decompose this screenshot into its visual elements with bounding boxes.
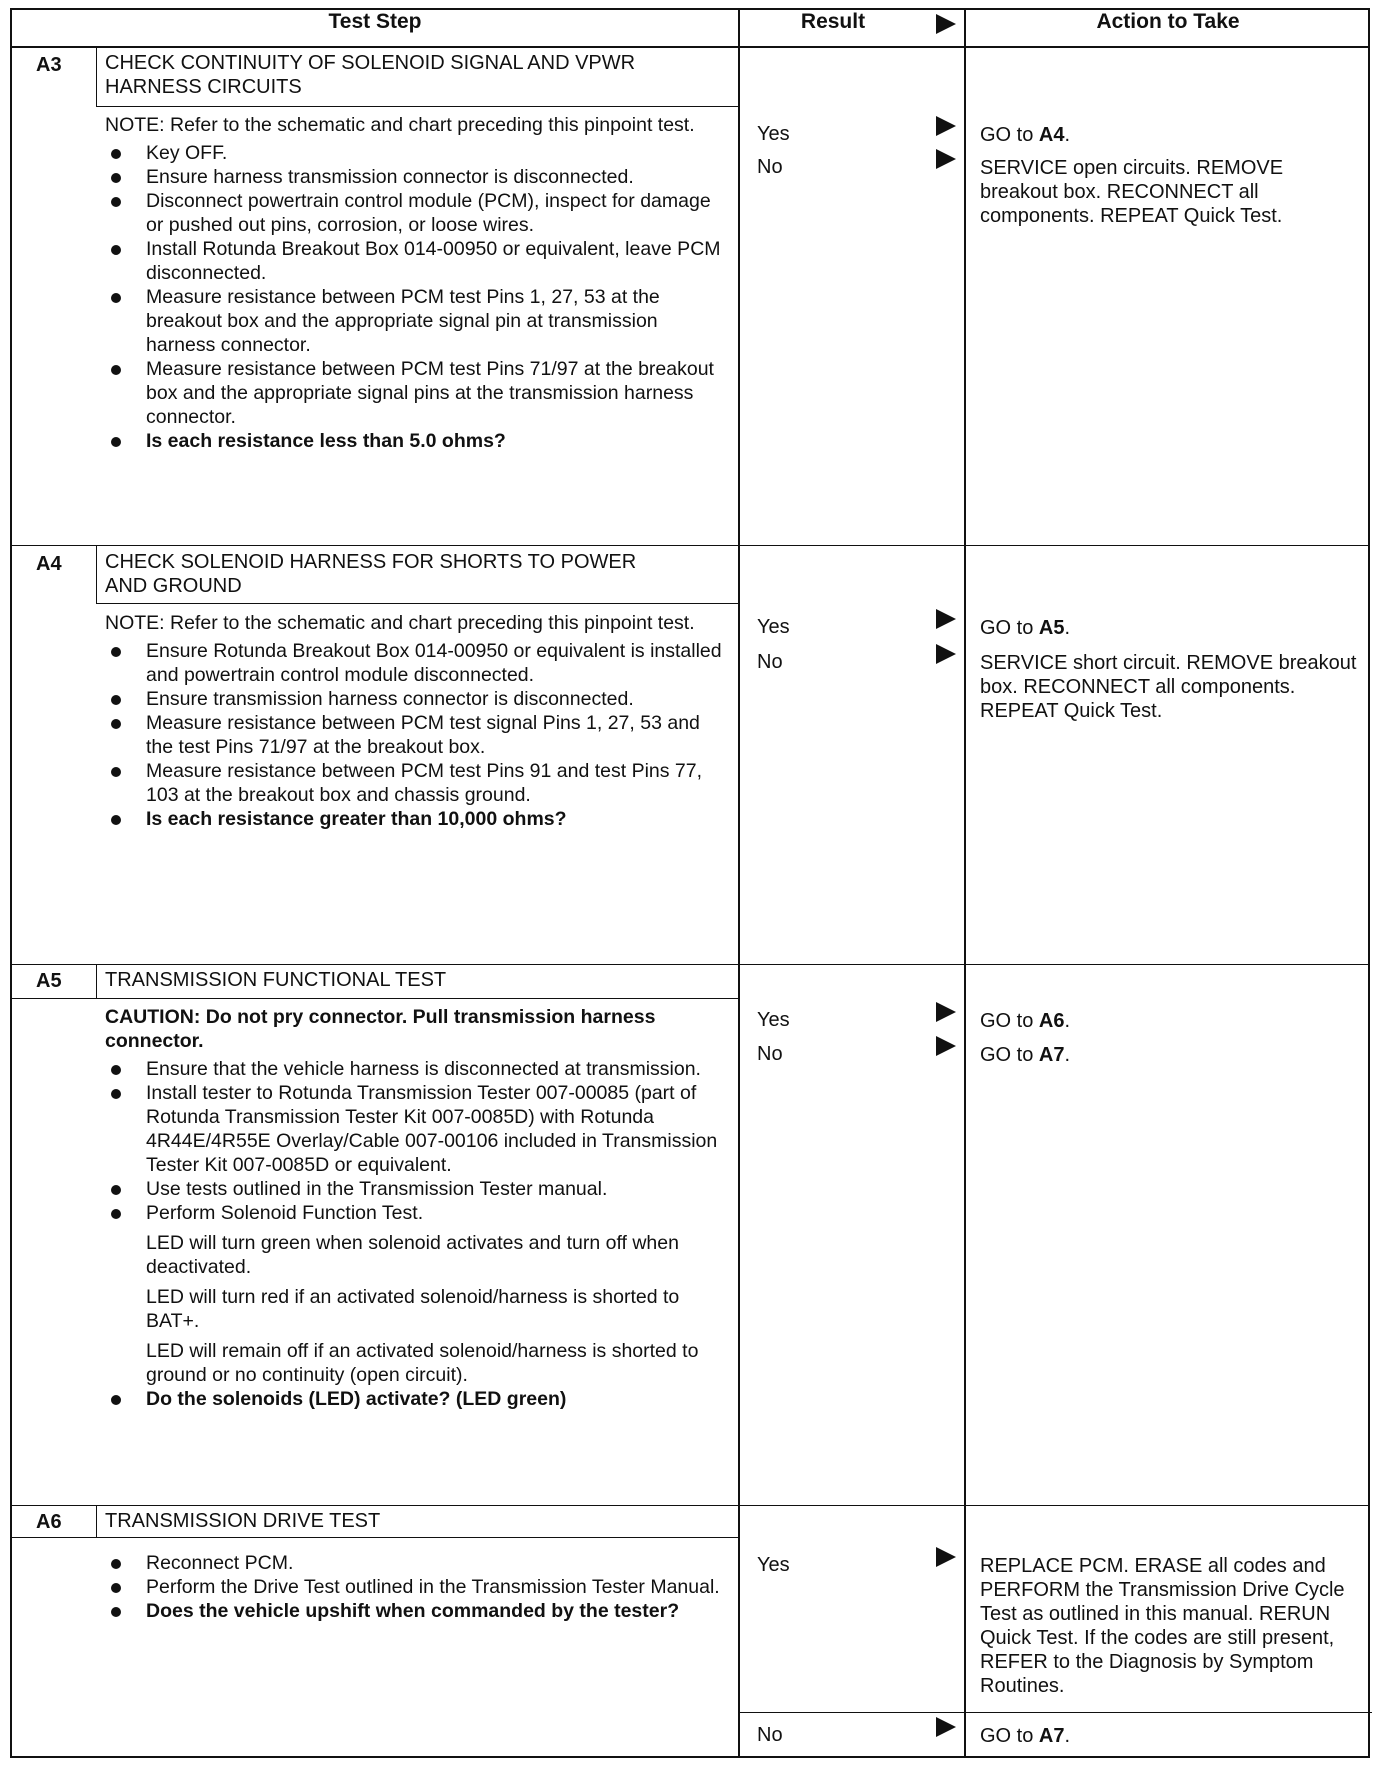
led-note: LED will turn green when solenoid activates and turn off when deactivated. — [146, 1232, 679, 1278]
result-no: No — [757, 1043, 783, 1065]
result-yes: Yes — [757, 616, 790, 638]
bullet-item: Key OFF. — [105, 141, 725, 165]
note-text: NOTE: Refer to the schematic and chart preceding this pinpoint test. — [105, 114, 695, 136]
result-no: No — [757, 651, 783, 673]
action-text: GO to — [980, 1044, 1039, 1066]
bullet-item: Install tester to Rotunda Transmission Tester 007-00085 (part of Rotunda Transmission Tester Kit 007-0085D) with Rotunda 4R44E/4R55E Overlay/Cable 007-00106 included in Transmission Tester Kit 007-0085D or equivalent. — [105, 1081, 725, 1177]
title-underline — [12, 1537, 738, 1538]
bullet-item: Reconnect PCM. — [105, 1551, 725, 1575]
result-yes: Yes — [757, 1009, 790, 1031]
caution-text: CAUTION: Do not pry connector. Pull transmission harness connector. — [105, 1006, 656, 1052]
action-text: . — [1064, 617, 1071, 639]
bullet-item: Measure resistance between PCM test Pins 71/97 at the breakout box and the appropriate signal pins at the transmission harness connector. — [105, 357, 725, 429]
result-arrow-icon — [936, 1002, 956, 1022]
column-divider — [738, 8, 740, 1756]
id-divider — [96, 545, 97, 603]
diagnostic-table — [10, 8, 1370, 1758]
header-result: Result — [800, 10, 866, 33]
step-id: A5 — [36, 970, 62, 992]
note-text: NOTE: Refer to the schematic and chart preceding this pinpoint test. — [105, 612, 695, 634]
led-note: LED will remain off if an activated solenoid/harness is shorted to ground or no continuity (open circuit). — [146, 1340, 699, 1386]
result-arrow-icon — [936, 609, 956, 629]
action-no — [980, 1043, 1365, 1067]
bullet-item: Measure resistance between PCM test Pins 1, 27, 53 at the breakout box and the appropriate signal pin at transmission harness connector. — [105, 285, 725, 357]
result-arrow-icon — [936, 1036, 956, 1056]
id-divider — [96, 46, 97, 106]
header-action: Action to Take — [1096, 10, 1240, 33]
result-no: No — [757, 1724, 783, 1746]
action-text: GO to — [980, 617, 1039, 639]
bullet-item: Measure resistance between PCM test Pins 91 and test Pins 77, 103 at the breakout box and chassis ground. — [105, 759, 725, 807]
action-text: . — [1064, 1044, 1071, 1066]
header-test-step: Test Step — [328, 10, 422, 33]
action-ref: A7 — [1038, 1044, 1065, 1066]
action-yes — [980, 616, 1365, 640]
action-text: GO to — [980, 124, 1039, 146]
result-divider — [738, 1712, 1372, 1713]
title-underline — [96, 603, 738, 604]
action-yes — [980, 123, 1365, 147]
action-no: SERVICE short circuit. REMOVE breakout box. RECONNECT all components. REPEAT Quick Test. — [980, 652, 1357, 722]
row-divider — [12, 964, 1368, 965]
header-arrow-icon — [936, 14, 956, 34]
question-item: Do the solenoids (LED) activate? (LED green) — [105, 1387, 725, 1411]
question-item: Is each resistance greater than 10,000 ohms? — [105, 807, 725, 831]
step-title: TRANSMISSION FUNCTIONAL TEST — [105, 969, 447, 991]
action-text: . — [1064, 1010, 1071, 1032]
question-item: Does the vehicle upshift when commanded by the tester? — [105, 1599, 725, 1623]
result-arrow-icon — [936, 1717, 956, 1737]
bullet-item: Ensure harness transmission connector is disconnected. — [105, 165, 725, 189]
action-text: . — [1064, 124, 1071, 146]
step-title: TRANSMISSION DRIVE TEST — [105, 1510, 381, 1532]
action-text: GO to — [980, 1010, 1039, 1032]
bullet-item: Ensure Rotunda Breakout Box 014-00950 or equivalent is installed and powertrain control module disconnected. — [105, 639, 725, 687]
action-no — [980, 1724, 1365, 1748]
action-ref: A6 — [1038, 1010, 1065, 1032]
bullet-item: Perform Solenoid Function Test. — [105, 1201, 725, 1225]
action-ref: A5 — [1038, 617, 1065, 639]
bullet-item: Install Rotunda Breakout Box 014-00950 or equivalent, leave PCM disconnected. — [105, 237, 725, 285]
action-ref: A7 — [1038, 1725, 1065, 1747]
action-no: SERVICE open circuits. REMOVE breakout box. RECONNECT all components. REPEAT Quick Test. — [980, 157, 1284, 227]
action-text: . — [1064, 1725, 1071, 1747]
step-title: CHECK SOLENOID HARNESS FOR SHORTS TO POWER AND GROUND — [105, 551, 637, 597]
led-note: LED will turn red if an activated solenoid/harness is shorted to BAT+. — [146, 1286, 680, 1332]
step-title: CHECK CONTINUITY OF SOLENOID SIGNAL AND VPWR HARNESS CIRCUITS — [105, 52, 636, 98]
bullet-item: Ensure transmission harness connector is disconnected. — [105, 687, 725, 711]
bullet-item: Measure resistance between PCM test signal Pins 1, 27, 53 and the test Pins 71/97 at the breakout box. — [105, 711, 725, 759]
title-underline — [96, 106, 738, 107]
result-arrow-icon — [936, 1547, 956, 1567]
column-divider — [964, 8, 966, 1756]
row-divider — [12, 545, 1368, 546]
action-text: GO to — [980, 1725, 1039, 1747]
bullet-item: Ensure that the vehicle harness is disconnected at transmission. — [105, 1057, 725, 1081]
action-yes: REPLACE PCM. ERASE all codes and PERFORM the Transmission Drive Cycle Test as outlined in this manual. RERUN Quick Test. If the codes are still present, REFER to the Diagnosis by Symptom Routines. — [980, 1555, 1345, 1697]
result-yes: Yes — [757, 123, 790, 145]
result-arrow-icon — [936, 644, 956, 664]
bullet-item: Perform the Drive Test outlined in the Transmission Tester Manual. — [105, 1575, 725, 1599]
step-body — [105, 113, 725, 453]
bullet-item: Use tests outlined in the Transmission Tester manual. — [105, 1177, 725, 1201]
result-yes: Yes — [757, 1554, 790, 1576]
result-no: No — [757, 156, 783, 178]
action-yes — [980, 1009, 1365, 1033]
action-ref: A4 — [1038, 124, 1065, 146]
step-id: A6 — [36, 1511, 62, 1533]
row-divider — [12, 1505, 1368, 1506]
bullet-item: Disconnect powertrain control module (PCM), inspect for damage or pushed out pins, corrosion, or loose wires. — [105, 189, 725, 237]
result-arrow-icon — [936, 149, 956, 169]
title-underline — [12, 998, 738, 999]
id-divider — [96, 1505, 97, 1537]
step-body — [105, 1005, 725, 1411]
step-id: A4 — [36, 553, 62, 575]
step-body — [105, 1551, 725, 1623]
step-id: A3 — [36, 54, 62, 76]
question-item: Is each resistance less than 5.0 ohms? — [105, 429, 725, 453]
id-divider — [96, 964, 97, 998]
result-arrow-icon — [936, 116, 956, 136]
step-body — [105, 611, 725, 831]
header-divider — [12, 46, 1368, 48]
